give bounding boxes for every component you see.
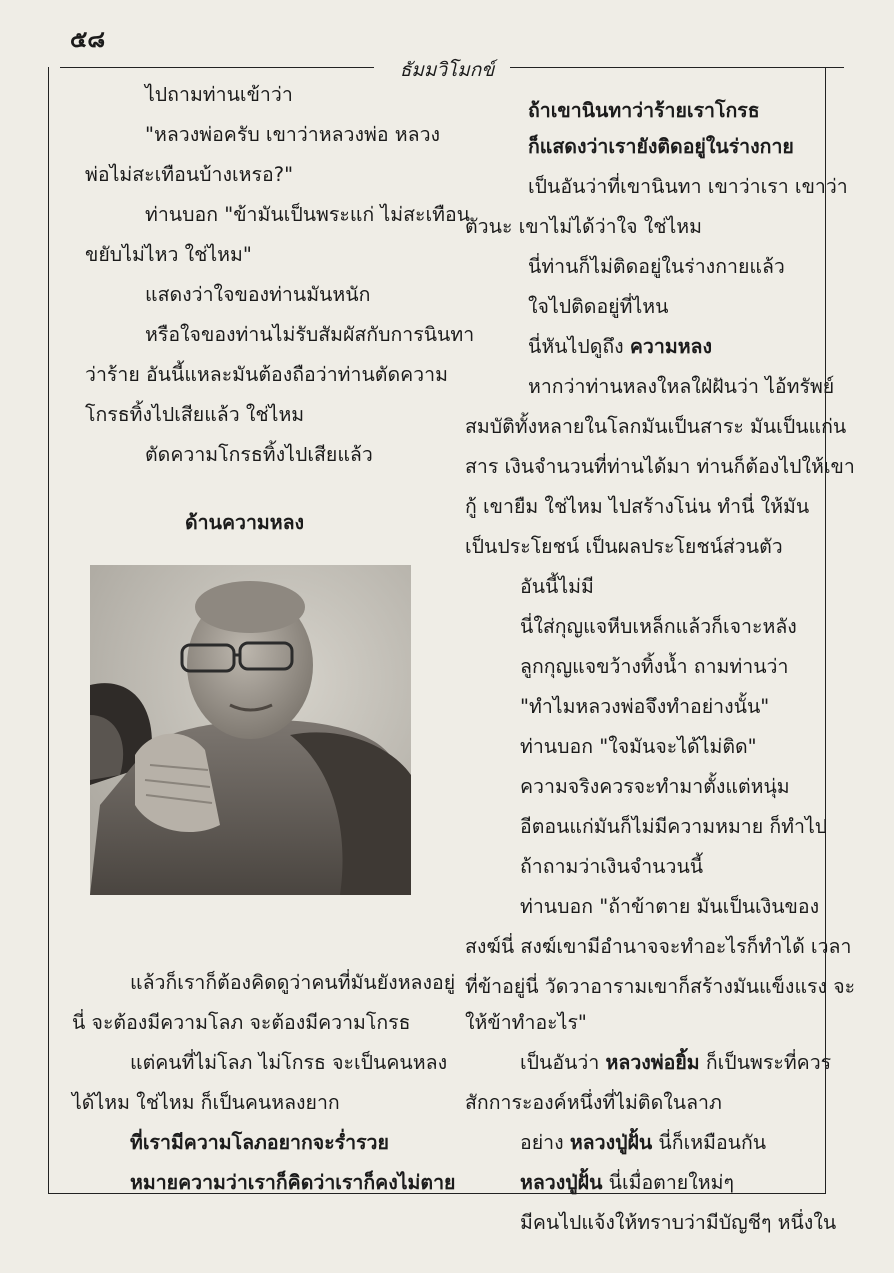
left-column-line: [145, 282, 370, 308]
left-column-line: [145, 122, 440, 148]
right-column-line: [528, 334, 712, 360]
right-column-bold-text: หลวงปู่ฝั้น: [520, 1171, 603, 1194]
right-column-line: [520, 894, 819, 920]
right-column-line: [520, 654, 788, 680]
left-column-line: [130, 970, 455, 996]
right-column-line: [528, 174, 848, 200]
right-column-line: [465, 1090, 722, 1116]
right-column-line: [528, 134, 794, 160]
left-column-text: โกรธทิ้งไปเสียแล้ว ใช่ไหม: [85, 403, 305, 426]
right-column-text: เป็นอันว่า: [520, 1051, 606, 1074]
right-column-text: หากว่าท่านหลงใหลใฝ่ฝันว่า ไอ้ทรัพย์: [528, 375, 835, 398]
left-column-line: [85, 362, 448, 388]
left-column-line: [145, 202, 470, 228]
left-column-line: [145, 442, 373, 468]
left-column-text: นี่ จะต้องมีความโลภ จะต้องมีความโกรธ: [72, 1011, 411, 1034]
left-column-text: ด้านความหลง: [185, 511, 305, 534]
left-column-line: [130, 1170, 455, 1196]
left-column-text: ท่านบอก "ข้ามันเป็นพระแก่ ไม่สะเทือน: [145, 203, 471, 226]
left-column-text: ว่าร้าย อันนี้แหละมันต้องถือว่าท่านตัดความ: [85, 363, 448, 386]
left-column-line: [130, 1050, 447, 1076]
left-column-line: [85, 242, 252, 268]
left-column-line: [145, 322, 474, 348]
right-column-line: [520, 854, 703, 880]
right-column-line: [520, 774, 790, 800]
left-column-line: [145, 82, 293, 108]
left-column-text: พ่อไม่สะเทือนบ้างเหรอ?": [85, 163, 294, 186]
right-column-text: อีตอนแก่มันก็ไม่มีความหมาย ก็ทำไป: [520, 815, 828, 838]
right-column-line: [465, 934, 851, 960]
left-column-line: [85, 402, 304, 428]
right-column-text: สงฆ์นี่ สงฆ์เขามีอำนาจจะทำอะไรก็ทำได้ เวลา: [465, 935, 852, 958]
header-title: ธัมมวิโมกข์: [399, 59, 495, 81]
page-number: ๕๘: [70, 27, 106, 53]
right-column-text: ท่านบอก "ใจมันจะได้ไม่ติด": [520, 735, 757, 758]
right-column-line: [465, 974, 855, 1000]
right-column-text: ก็เป็นพระที่ควร: [699, 1051, 832, 1074]
left-column-text: ได้ไหม ใช่ไหม ก็เป็นคนหลงยาก: [72, 1091, 340, 1114]
right-column-line: [465, 214, 702, 240]
right-column-text: ลูกกุญแจขว้างทิ้งน้ำ ถามท่านว่า: [520, 655, 789, 678]
left-column-line: [72, 1010, 411, 1036]
right-column-line: [520, 734, 757, 760]
right-column-text: ที่ข้าอยู่นี่ วัดวาอารามเขาก็สร้างมันแข็งแรง จะ: [465, 975, 856, 998]
right-column-line: [465, 414, 846, 440]
right-column-text: นี่หันไปดูถึง: [528, 335, 630, 358]
right-column-text: ความจริงควรจะทำมาตั้งแต่หนุ่ม: [520, 775, 790, 798]
left-column-text: ที่เรามีความโลภอยากจะร่ำรวย: [130, 1131, 389, 1154]
right-column-text: ถ้าถามว่าเงินจำนวนนี้: [520, 855, 704, 878]
right-column-text: ถ้าเขานินทาว่าร้ายเราโกรธ: [528, 99, 760, 122]
right-column-text: ท่านบอก "ถ้าข้าตาย มันเป็นเงินของ: [520, 895, 820, 918]
right-column-text: นี่ท่านก็ไม่ติดอยู่ในร่างกายแล้ว: [528, 255, 785, 278]
right-column-text: ตัวนะ เขาไม่ได้ว่าใจ ใช่ไหม: [465, 215, 703, 238]
right-column-text: มีคนไปแจ้งให้ทราบว่ามีบัญชีๆ หนึ่งใน: [520, 1211, 837, 1234]
left-column-text: ขยับไม่ไหว ใช่ไหม": [85, 243, 252, 266]
right-column-line: [528, 374, 834, 400]
right-column-line: [520, 1170, 734, 1196]
right-column-text: นี่ก็เหมือนกัน: [652, 1131, 767, 1154]
right-column-line: [528, 254, 785, 280]
right-column-line: [520, 1210, 836, 1236]
right-column-text: อันนี้ไม่มี: [520, 575, 594, 598]
left-column-text: ไปถามท่านเข้าว่า: [145, 83, 293, 106]
left-column-line: [72, 1090, 340, 1116]
right-column-line: [520, 814, 827, 840]
right-column-line: [520, 1130, 766, 1156]
left-column-line: [130, 1130, 389, 1156]
right-column-line: [520, 614, 797, 640]
right-column-text: ให้ข้าทำอะไร": [465, 1011, 587, 1034]
right-column-line: [520, 694, 769, 720]
monk-photo: [90, 565, 411, 895]
left-column-line: [85, 162, 293, 188]
right-column-line: [465, 494, 809, 520]
right-column-line: [465, 534, 783, 560]
right-column-line: [520, 574, 594, 600]
right-column-text: ใจไปติดอยู่ที่ไหน: [528, 295, 669, 318]
right-column-bold-text: หลวงปู่ฝั้น: [569, 1131, 653, 1154]
right-column-line: [520, 1050, 831, 1076]
right-column-bold-text: ความหลง: [629, 335, 713, 358]
left-column-line: [185, 510, 304, 536]
right-column-text: นี่เมื่อตายใหม่ๆ: [602, 1171, 734, 1194]
left-column-text: "หลวงพ่อครับ เขาว่าหลวงพ่อ หลวง: [145, 123, 441, 146]
right-column-text: สักการะองค์หนึ่งที่ไม่ติดในลาภ: [465, 1091, 722, 1114]
right-column-line: [465, 454, 855, 480]
left-column-text: แต่คนที่ไม่โลภ ไม่โกรธ จะเป็นคนหลง: [130, 1051, 448, 1074]
right-column-line: [528, 294, 668, 320]
right-column-line: [528, 98, 760, 124]
right-column-bold-text: หลวงพ่อยิ้ม: [605, 1051, 700, 1074]
right-column-text: อย่าง: [520, 1131, 570, 1154]
left-column-text: หรือใจของท่านไม่รับสัมผัสกับการนินทา: [145, 323, 475, 346]
right-column-text: "ทำไมหลวงพ่อจึงทำอย่างนั้น": [520, 695, 770, 718]
right-column-line: [465, 1010, 587, 1036]
right-column-text: สมบัติทั้งหลายในโลกมันเป็นสาระ มันเป็นแก่น: [465, 415, 847, 438]
right-column-text: นี่ใส่กุญแจหีบเหล็กแล้วก็เจาะหลัง: [520, 615, 797, 638]
left-column-text: ตัดความโกรธทิ้งไปเสียแล้ว: [145, 443, 373, 466]
left-column-text: แล้วก็เราก็ต้องคิดดูว่าคนที่มันยังหลงอยู่: [130, 971, 456, 994]
right-column-text: เป็นอันว่าที่เขานินทา เขาว่าเรา เขาว่า: [528, 175, 848, 198]
left-column-text: หมายความว่าเราก็คิดว่าเราก็คงไม่ตาย: [130, 1171, 456, 1194]
right-column-text: เป็นประโยชน์ เป็นผลประโยชน์ส่วนตัว: [465, 535, 783, 558]
right-column-text: สาร เงินจำนวนที่ท่านได้มา ท่านก็ต้องไปให้เขา: [465, 455, 855, 478]
left-column-text: แสดงว่าใจของท่านมันหนัก: [145, 283, 371, 306]
right-column-text: ก็แสดงว่าเรายังติดอยู่ในร่างกาย: [528, 135, 794, 158]
right-column-text: กู้ เขายืม ใช่ไหม ไปสร้างโน่น ทำนี่ ให้มัน: [465, 495, 810, 518]
